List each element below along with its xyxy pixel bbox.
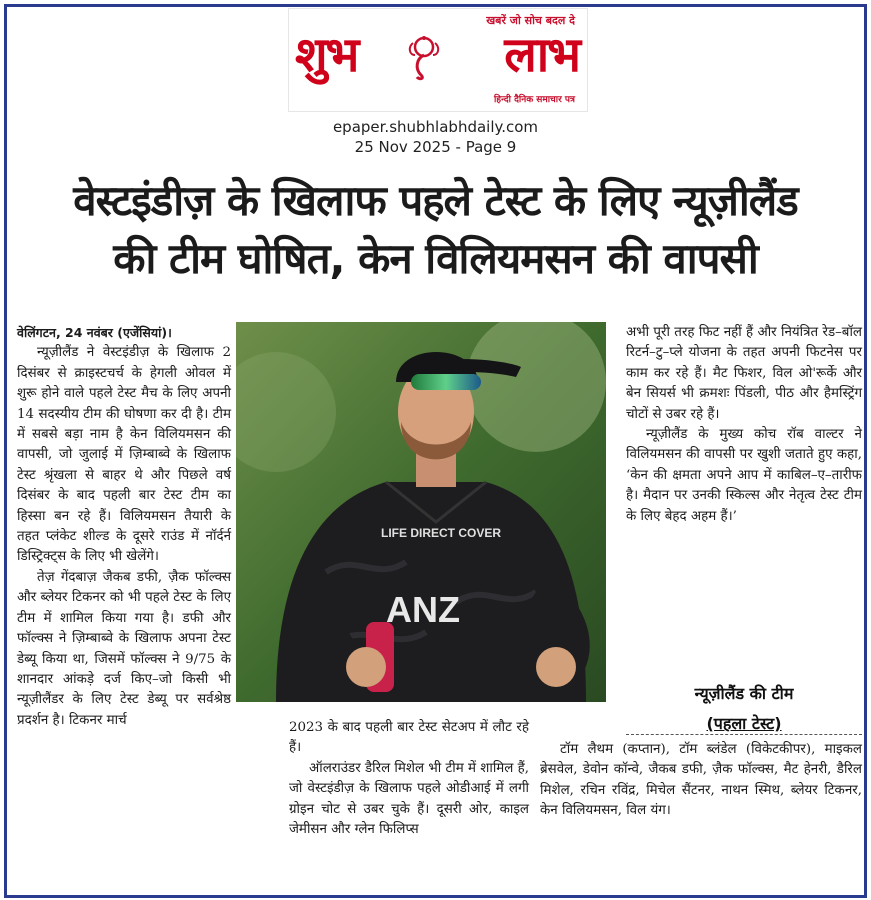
- edition-date-page: 25 Nov 2025 - Page 9: [354, 138, 517, 156]
- squad-list-block: [540, 740, 862, 822]
- paragraph: न्यूज़ीलैंड ने वेस्टइंडीज़ के खिलाफ 2 दिसंबर से क्राइस्टचर्च के हेगली ओवल में शुरू होने वाले पहले टेस्ट मैच के लिए अपनी 14 सदस्यीय टीम की घोषणा कर दी है। टीम में सबसे बड़ा नाम है केन विलियमसन की वापसी, जो जुलाई में ज़िम्बाब्वे के खिलाफ टेस्ट श्रृंखला से बाहर थे और पिछले वर्ष दिसंबर के बाद पहली बार टेस्ट टीम का हिस्सा बन रहे हैं। विलियमसन तैयारी के तहत प्लंकेट शील्ड के दूसरे राउंड में नॉर्दर्न डिस्ट्रिक्ट्स के लिए भी खेलेंगे।: [17, 345, 231, 565]
- masthead-name-left: शुभ: [295, 27, 358, 83]
- paragraph: 2023 के बाद पहली बार टेस्ट सेटअप में लौट रहे हैं।: [289, 720, 529, 756]
- masthead-tagline: खबरें जो सोच बदल दे: [486, 14, 575, 27]
- masthead-subtitle: हिन्दी दैनिक समाचार पत्र: [493, 95, 575, 105]
- ganesha-icon: [407, 33, 441, 81]
- article-headline: [10, 172, 861, 288]
- paragraph: न्यूज़ीलैंड के मुख्य कोच रॉब वाल्टर ने विलियमसन की वापसी पर खुशी जताते हुए कहा, ‘केन की क्षमता अपने आप में काबिल–ए–तारीफ है। मैदान पर उनकी स्किल्स और नेतृत्व टेस्ट टीम के लिए बेहद अहम हैं।’: [626, 427, 862, 524]
- squad-list: टॉम लैथम (कप्तान), टॉम ब्लंडेल (विकेटकीपर), माइकल ब्रेसवेल, डेवोन कॉन्वे, जैकब डफी, ज़ैक फॉल्क्स, मैट हेनरी, डैरिल मिशेल, रचिन रविंद्र, मिचेल सैंटनर, नाथन स्मिथ, ब्लेयर टिकनर, केन विलियमसन, विल यंग।: [540, 742, 862, 819]
- jersey-logo-text: LIFE DIRECT COVER: [381, 526, 502, 540]
- article-column-1: [17, 323, 231, 731]
- player-photo: [236, 322, 606, 702]
- masthead-name-right: लाभ: [504, 27, 579, 83]
- paragraph: तेज़ गेंदबाज़ जैकब डफी, ज़ैक फॉल्क्स और ब्लेयर टिकनर को भी पहले टेस्ट के लिए टीम में शामिल किया गया है। डफी और फॉल्क्स ने ज़िम्बाब्वे के खिलाफ अपना टेस्ट डेब्यू किया था, जिसमें फॉल्क्स ने 9/75 के शानदार आंकड़े दर्ज किए–जो किसी भी न्यूज़ीलैंडर के लिए टेस्ट डेब्यू पर सर्वश्रेष्ठ प्रदर्शन है। टिकनर मार्च: [17, 569, 231, 728]
- article-column-3: [626, 323, 862, 527]
- dateline: वेलिंगटन, 24 नवंबर (एजेंसियां)।: [17, 325, 172, 340]
- squad-box-title: न्यूज़ीलैंड की टीम: [694, 684, 794, 703]
- headline-line-1: वेस्टइंडीज़ के खिलाफ पहले टेस्ट के लिए न्यूज़ीलैंड: [73, 176, 798, 225]
- headline-line-2: की टीम घोषित, केन विलियमसन की वापसी: [113, 234, 758, 283]
- squad-box-subtitle: (पहला टेस्ट): [706, 714, 782, 733]
- squad-box-divider: [626, 734, 862, 735]
- masthead: [288, 8, 588, 112]
- jersey-sponsor-text: ANZ: [386, 589, 460, 630]
- paragraph: अभी पूरी तरह फिट नहीं हैं और नियंत्रित रेड–बॉल रिटर्न–टु–प्ले योजना के तहत अपनी फिटनेस पर काम कर रहे हैं। मैट फिशर, विल ओ'रूर्के और बेन सियर्स भी क्रमशः पिंडली, पीठ और हैमस्ट्रिंग चोटों से उबर रहे हैं।: [626, 325, 862, 422]
- article-column-2: [289, 718, 529, 840]
- player-photo-illustration: [236, 322, 606, 702]
- paragraph: ऑलराउंडर डैरिल मिशेल भी टीम में शामिल हैं, जो वेस्टइंडीज़ के खिलाफ पहले ओडीआई में लगी ग्रोइन चोट से उबर चुके हैं। दूसरी ओर, काइल जेमीसन और ग्लेन फिलिप्स: [289, 760, 529, 838]
- epaper-url[interactable]: epaper.shubhlabhdaily.com: [332, 118, 539, 136]
